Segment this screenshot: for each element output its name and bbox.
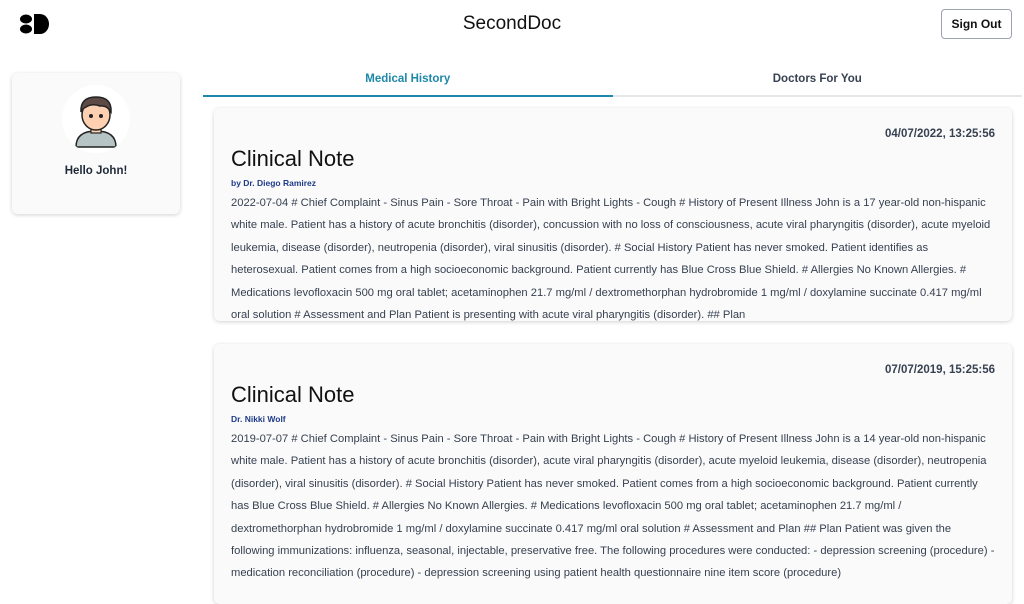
tab-doctors-for-you[interactable]: Doctors For You xyxy=(772,73,862,85)
note-author: Dr. Nikki Wolf xyxy=(231,414,286,424)
user-avatar-icon xyxy=(62,85,130,153)
profile-card xyxy=(12,73,180,214)
note-text: 2019-07-07 # Chief Complaint - Sinus Pain - Sore Throat - Pain with Bright Lights - Cough # History of Present Illness John is a 14 year-old non-hispanic white male. Patient has a history of acute bronchitis (disorder), acute viral pharyngitis (disorder), acute myeloid leukemia, disease (disorder), neutropenia (disorder), viral sinusitis (disorder). # Social History Patient has never smoked. Patient comes from a high socioeconomic background. Patient currently has Blue Cross Blue Shield. # Allergies No Known Allergies. # Medications levofloxacin 500 mg oral tablet; acetaminophen 21.7 mg/ml / dextromethorphan hydrobromide 1 mg/ml / doxylamine succinate 0.417 mg/ml oral solution # Assessment and Plan ## Plan Patient was given the following immunizations: influenza, seasonal, injectable, preservative free. The following procedures were conducted: - depression screening (procedure) - medication reconciliation (procedure) - depression screening using patient health questionnaire nine item score (procedure) xyxy=(231,433,995,580)
tab-bar xyxy=(203,66,1022,97)
clinical-note-card xyxy=(214,108,1012,321)
note-author: by Dr. Diego Ramirez xyxy=(231,178,317,188)
app-title: SecondDoc xyxy=(462,13,562,34)
note-date: 07/07/2019, 15:25:56 xyxy=(885,364,995,376)
greeting: Hello John! xyxy=(64,165,128,177)
app-header xyxy=(0,0,1024,50)
note-title: Clinical Note xyxy=(231,382,355,407)
tab-medical-history[interactable]: Medical History xyxy=(203,66,613,97)
note-text: 2022-07-04 # Chief Complaint - Sinus Pain - Sore Throat - Pain with Bright Lights - Cough # History of Present Illness John is a 17 year-old non-hispanic white male. Patient has a history of acute bronchitis (disorder), concussion with no loss of consciousness, acute viral pharyngitis (disorder), acute myeloid leukemia, disease (disorder), neutropenia (disorder), viral sinusitis (disorder). # Social History Patient has never smoked. Patient identifies as heterosexual. Patient comes from a high socioeconomic background. Patient currently has Blue Cross Blue Shield. # Allergies No Known Allergies. # Medications levofloxacin 500 mg oral tablet; acetaminophen 21.7 mg/ml / dextromethorphan hydrobromide 1 mg/ml / doxylamine succinate 0.417 mg/ml oral solution # Assessment and Plan Patient is presenting with acute viral pharyngitis (disorder). ## Plan xyxy=(231,197,991,322)
note-date: 04/07/2022, 13:25:56 xyxy=(885,128,995,140)
note-title: Clinical Note xyxy=(231,146,355,171)
sign-out-button[interactable]: Sign Out xyxy=(941,9,1012,39)
clinical-note-card xyxy=(214,344,1012,604)
